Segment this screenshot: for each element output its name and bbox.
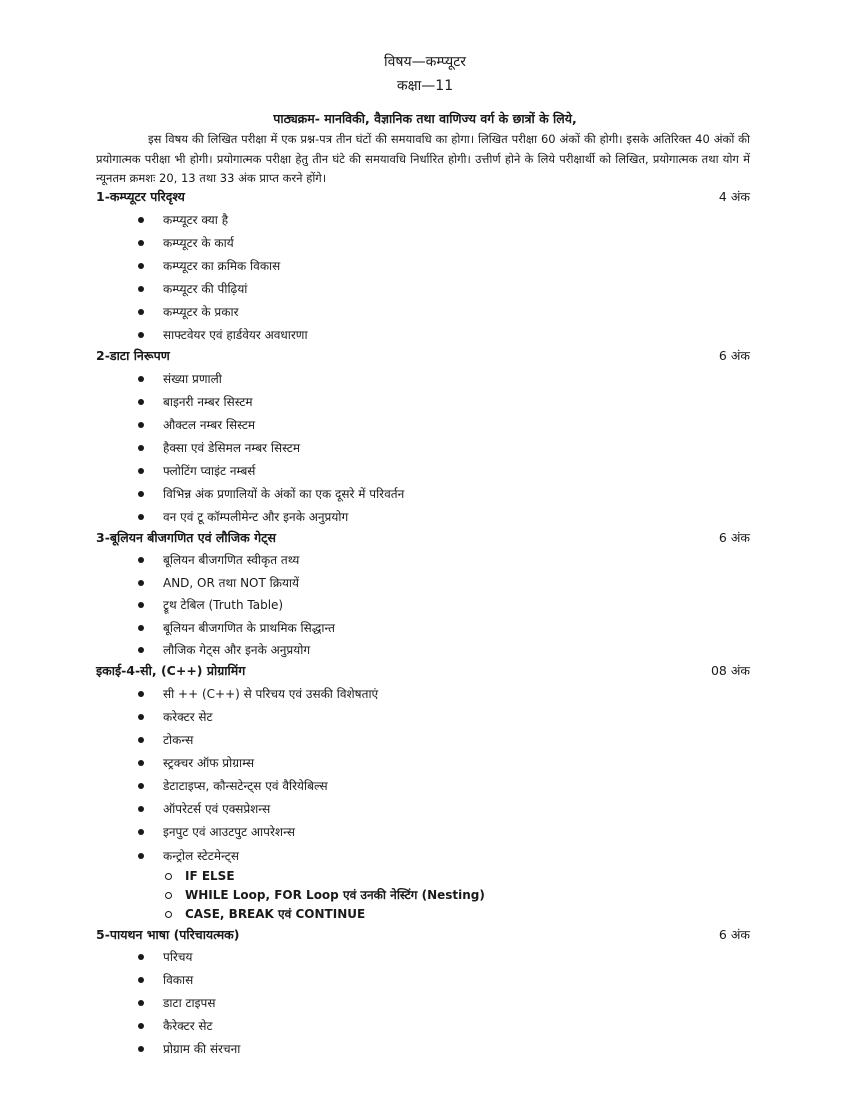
bullet-icon	[138, 286, 144, 292]
bullet-icon	[138, 1046, 144, 1052]
bullet-icon	[138, 217, 144, 223]
bullet-icon	[138, 977, 144, 983]
bullet-icon	[138, 445, 144, 451]
bullet-icon	[138, 557, 144, 563]
bullet-icon	[138, 783, 144, 789]
bullet-icon	[138, 1023, 144, 1029]
section-title: 1-कम्प्यूटर परिदृश्य	[96, 189, 185, 204]
bullet-icon	[138, 263, 144, 269]
circle-bullet-icon	[165, 911, 172, 918]
bullet-icon	[138, 954, 144, 960]
bullet-icon	[138, 602, 144, 608]
curriculum-heading: पाठ्यक्रम- मानविकी, वैज्ञानिक तथा वाणिज्य वर्ग के छात्रों के लिये,	[273, 111, 577, 126]
section-marks: 6 अंक	[718, 927, 750, 942]
bullet-icon	[138, 332, 144, 338]
section-marks: 6 अंक	[718, 348, 750, 363]
bullet-icon	[138, 806, 144, 812]
document-page: विषय—कम्प्यूटर कक्षा—11 पाठ्यक्रम- मानविकी, वैज्ञानिक तथा वाणिज्य वर्ग के छात्रों के लिये, इस विषय की लिखित परीक्षा में एक प्रश्न-पत्र तीन घंटों की समयावधि का होगा। लिखित परीक्षा 60 अंकों की होगी। इसके अतिरिक्त 40 अंकों की प्रयोगात्मक परीक्षा भी होगी। प्रयोगात्मक परीक्षा हेतु तीन घंटे की समयावधि निर्धारित होगी। उत्तीर्ण होने के लिये परीक्षार्थी को लिखित, प्रयोगात्मक तथा योग में न्यूनतम क्रमशः 20, 13 तथा 33 अंक प्राप्त करने होंगे। 1-कम्प्यूटर परिदृश्य 4 अंक कम्प्यूटर क्या है कम्प्यूटर के कार्य कम्प्यूटर का क्रमिक विकास कम्प्यूटर की पीढ़ियां कम्प्यूटर के प्रकार साफ्टवेयर एवं हार्डवेयर अवधारणा 2-डाटा निरूपण 6 अंक संख्या प्रणाली बाइनरी नम्बर सिस्टम औक्टल नम्बर सिस्टम हैक्सा एवं डेसिमल नम्बर सिस्टम फ्लोटिंग प्वाइंट नम्बर्स विभिन्न अंक प्रणालियों के अंकों का एक दूसरे में परिवर्तन वन एवं टू कॉम्पलीमेन्ट और इनके अनुप्रयोग 3-बूलियन बीजगणित एवं लौजिक गेट्स 6 अंक बूलियन बीजगणित स्वीकृत तथ्य AND, OR तथा NOT क्रियायें ट्रूथ टेबिल (Truth Table) बूलियन बीजगणित के प्राथमिक सिद्धान्त लौजिक गेट्स और इनके अनुप्रयोग इकाई-4-सी, (C++) प्रोग्रामिंग 08 अंक सी ++ (C++) से परिचय एवं उसकी विशेषताएं करेक्टर सेट टोकन्स स्ट्रक्चर ऑफ प्रोग्राम्स डेटाटाइप्स, कौन्सटेन्ट्स एवं वैरियेबिल्स ऑपरेटर्स एवं एक्सप्रेशन्स इनपुट एवं आउटपुट आपरेशन्स कन्ट्रोल स्टेटमेन्ट्स IF ELSE WHILE Loop, FOR Loop एवं उनकी नेस्टिंग (Nesting) CASE, BREAK एवं CONTINUE 5-पायथन भाषा (परिचायत्मक) 6 अंक परिचय विकास डाटा टाइपस कैरेक्टर सेट प्रोग्राम की संरचना	[0, 0, 850, 1100]
section-5-heading	[96, 926, 750, 944]
bullet-icon	[138, 691, 144, 697]
bullet-icon	[138, 468, 144, 474]
bullet-icon	[138, 399, 144, 405]
subject-title: विषय—कम्प्यूटर	[384, 54, 466, 70]
bullet-icon	[138, 376, 144, 382]
intro-paragraph: इस विषय की लिखित परीक्षा में एक प्रश्न-पत्र तीन घंटों की समयावधि का होगा। लिखित परीक्षा 60 अंकों की होगी। इसके अतिरिक्त 40 अंकों की प्रयोगात्मक परीक्षा भी होगी। प्रयोगात्मक परीक्षा हेतु तीन घंटे की समयावधि निर्धारित होगी। उत्तीर्ण होने के लिये परीक्षार्थी को लिखित, प्रयोगात्मक तथा योग में न्यूनतम क्रमशः 20, 13 तथा 33 अंक प्राप्त करने होंगे।	[96, 132, 750, 185]
class-title: कक्षा—11	[396, 78, 454, 94]
bullet-icon	[138, 647, 144, 653]
section-title: इकाई-4-सी, (C++) प्रोग्रामिंग	[96, 663, 246, 678]
circle-bullet-icon	[165, 873, 172, 880]
section-title: 2-डाटा निरूपण	[96, 348, 170, 363]
section-title: 5-पायथन भाषा (परिचायत्मक)	[96, 927, 240, 942]
bullet-icon	[138, 829, 144, 835]
circle-bullet-icon	[165, 892, 172, 899]
section-marks: 4 अंक	[718, 189, 750, 204]
bullet-icon	[138, 1000, 144, 1006]
bullet-icon	[138, 853, 144, 859]
bullet-icon	[138, 580, 144, 586]
bullet-icon	[138, 737, 144, 743]
section-title: 3-बूलियन बीजगणित एवं लौजिक गेट्स	[96, 530, 276, 545]
bullet-icon	[138, 309, 144, 315]
bullet-icon	[138, 491, 144, 497]
bullet-icon	[138, 714, 144, 720]
section-marks: 08 अंक	[710, 663, 750, 678]
section-marks: 6 अंक	[718, 530, 750, 545]
section-4-heading	[96, 662, 750, 680]
bullet-icon	[138, 514, 144, 520]
bullet-icon	[138, 625, 144, 631]
bullet-icon	[138, 240, 144, 246]
section-2-heading	[96, 347, 750, 365]
bullet-icon	[138, 422, 144, 428]
bullet-icon	[138, 760, 144, 766]
section-1-heading	[96, 188, 750, 206]
section-3-heading	[96, 529, 750, 547]
